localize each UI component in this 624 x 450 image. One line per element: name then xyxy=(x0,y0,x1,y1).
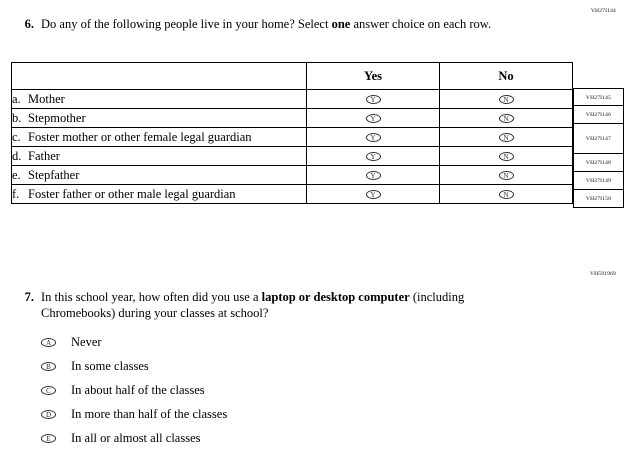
page-mid-code: VH591969 xyxy=(589,271,616,277)
question-6-block xyxy=(0,0,624,33)
bubble-icon[interactable]: N xyxy=(499,114,514,123)
table-row xyxy=(12,185,573,204)
option-bubble-wrap-2[interactable] xyxy=(41,357,71,375)
question-6-text-part1: Do any of the following people live in your home? Select xyxy=(41,17,332,31)
bubble-icon[interactable]: A xyxy=(41,338,56,347)
grid-bubble-e-yes[interactable] xyxy=(307,166,440,185)
option-bubble-wrap-4[interactable] xyxy=(41,405,71,423)
grid-row-label-a xyxy=(12,90,307,109)
option-bubble-wrap-1[interactable] xyxy=(41,333,71,351)
table-row xyxy=(12,147,573,166)
question-6-text-emphasis: one xyxy=(331,17,351,31)
list-item[interactable] xyxy=(41,354,624,378)
question-7-text-part2: (including Chromebooks) during your classes at school? xyxy=(41,290,465,320)
grid-header-yes: Yes xyxy=(307,63,440,90)
grid-header-row xyxy=(12,63,573,90)
row-code-f: VH27I150 xyxy=(573,190,624,208)
grid-header-no: No xyxy=(440,63,573,90)
row-code-e: VH27I149 xyxy=(573,172,624,190)
grid-bubble-b-no[interactable] xyxy=(440,109,573,128)
bubble-icon[interactable]: D xyxy=(41,410,56,419)
grid-row-text-f: Foster father or other male legal guardian xyxy=(28,186,236,201)
bubble-icon[interactable]: N xyxy=(499,152,514,161)
bubble-icon[interactable]: Y xyxy=(366,152,381,161)
grid-row-letter-e: e. xyxy=(12,167,21,182)
question-7-text xyxy=(41,290,553,321)
option-label-3: In about half of the classes xyxy=(71,382,205,397)
bubble-icon[interactable]: N xyxy=(499,171,514,180)
grid-row-letter-d: d. xyxy=(12,148,22,163)
grid-row-text-b: Stepmother xyxy=(28,110,86,125)
question-7-text-emphasis: laptop or desktop computer xyxy=(261,290,410,304)
bubble-icon[interactable]: N xyxy=(499,190,514,199)
row-code-b: VH27I146 xyxy=(573,106,624,124)
grid-row-text-c: Foster mother or other female legal guardian xyxy=(28,129,252,144)
grid-bubble-a-yes[interactable] xyxy=(307,90,440,109)
row-code-spacer xyxy=(573,62,624,88)
grid-bubble-d-no[interactable] xyxy=(440,147,573,166)
question-7-options xyxy=(0,330,624,450)
list-item[interactable] xyxy=(41,330,624,354)
question-7-number: 7. xyxy=(24,290,34,304)
table-row xyxy=(12,166,573,185)
table-row xyxy=(12,128,573,147)
option-bubble-wrap-3[interactable] xyxy=(41,381,71,399)
grid-row-label-f xyxy=(12,185,307,204)
row-code-d: VH27I148 xyxy=(573,154,624,172)
bubble-icon[interactable]: C xyxy=(41,386,56,395)
grid-row-label-e xyxy=(12,166,307,185)
grid-header-blank xyxy=(12,63,307,90)
question-6-grid xyxy=(11,62,572,204)
grid-bubble-e-no[interactable] xyxy=(440,166,573,185)
grid-row-text-d: Father xyxy=(28,148,60,163)
bubble-icon[interactable]: N xyxy=(499,95,514,104)
bubble-icon[interactable]: E xyxy=(41,434,56,443)
option-label-1: Never xyxy=(71,334,102,349)
grid-bubble-b-yes[interactable] xyxy=(307,109,440,128)
row-code-column xyxy=(573,62,624,208)
question-6-text xyxy=(41,17,503,33)
option-label-2: In some classes xyxy=(71,358,149,373)
list-item[interactable] xyxy=(41,378,624,402)
table-row xyxy=(12,90,573,109)
grid-row-text-e: Stepfather xyxy=(28,167,80,182)
grid-bubble-a-no[interactable] xyxy=(440,90,573,109)
list-item[interactable] xyxy=(41,402,624,426)
page-top-code: VH27I144 xyxy=(590,8,616,14)
bubble-icon[interactable]: N xyxy=(499,133,514,142)
grid-row-label-d xyxy=(12,147,307,166)
grid-row-letter-f: f. xyxy=(12,186,20,201)
grid-bubble-d-yes[interactable] xyxy=(307,147,440,166)
row-code-c: VH27I147 xyxy=(573,124,624,154)
question-7-text-part1: In this school year, how often did you use a xyxy=(41,290,262,304)
grid-row-label-b xyxy=(12,109,307,128)
grid-bubble-f-no[interactable] xyxy=(440,185,573,204)
question-6-number: 6. xyxy=(24,17,34,31)
option-bubble-wrap-5[interactable] xyxy=(41,429,71,447)
row-code-a: VH27I145 xyxy=(573,88,624,106)
bubble-icon[interactable]: Y xyxy=(366,190,381,199)
grid-bubble-c-yes[interactable] xyxy=(307,128,440,147)
bubble-icon[interactable]: Y xyxy=(366,114,381,123)
grid-row-label-c xyxy=(12,128,307,147)
list-item[interactable] xyxy=(41,426,624,450)
bubble-icon[interactable]: B xyxy=(41,362,56,371)
bubble-icon[interactable]: Y xyxy=(366,133,381,142)
grid-bubble-f-yes[interactable] xyxy=(307,185,440,204)
grid-row-letter-c: c. xyxy=(12,129,21,144)
question-6-text-part2: answer choice on each row. xyxy=(350,17,492,31)
grid-row-letter-a: a. xyxy=(12,91,21,106)
grid-row-text-a: Mother xyxy=(28,91,65,106)
bubble-icon[interactable]: Y xyxy=(366,171,381,180)
table-row xyxy=(12,109,573,128)
grid-bubble-c-no[interactable] xyxy=(440,128,573,147)
bubble-icon[interactable]: Y xyxy=(366,95,381,104)
grid-row-letter-b: b. xyxy=(12,110,22,125)
option-label-5: In all or almost all classes xyxy=(71,430,201,445)
question-7-block xyxy=(0,290,624,450)
option-label-4: In more than half of the classes xyxy=(71,406,228,421)
